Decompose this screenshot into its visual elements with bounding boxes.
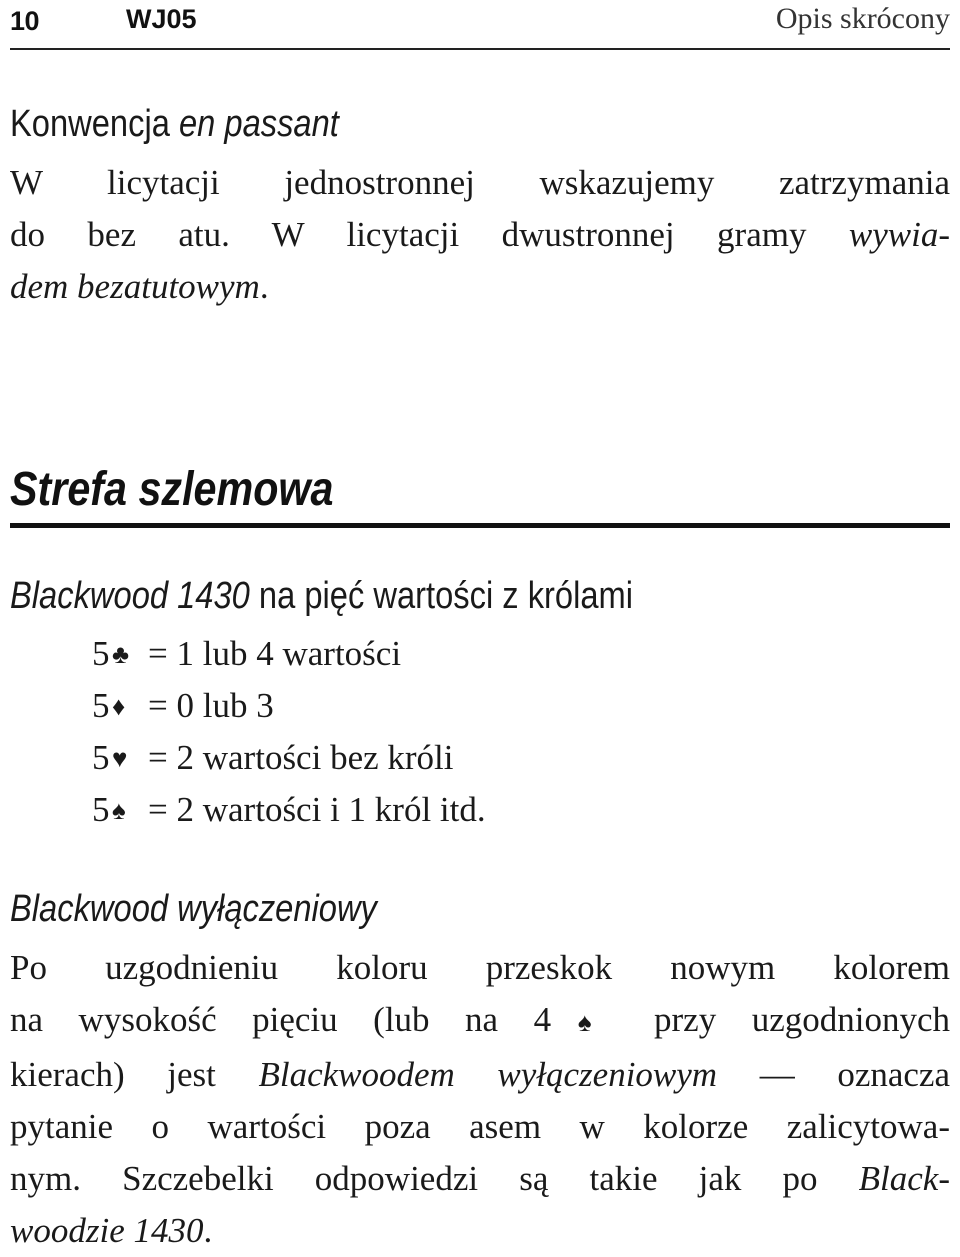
equals-sign: = bbox=[148, 686, 168, 725]
response-level: 5 bbox=[92, 790, 110, 829]
exclusion-line-6-italic: woodzie 1430 bbox=[10, 1211, 204, 1250]
response-row bbox=[92, 732, 486, 784]
en-passant-line-2 bbox=[10, 209, 950, 261]
response-meaning: 2 wartości i 1 król itd. bbox=[167, 790, 486, 829]
exclusion-line-5-italic: Black- bbox=[858, 1159, 950, 1198]
response-row bbox=[92, 680, 486, 732]
spade-icon: ♠ bbox=[112, 796, 126, 825]
club-icon: ♣ bbox=[112, 640, 130, 669]
spade-icon: ♠ bbox=[551, 1008, 619, 1037]
running-title: Opis skrócony bbox=[775, 2, 950, 35]
exclusion-line-2-suffix: przy uzgodnionych bbox=[618, 1000, 951, 1039]
exclusion-line-2 bbox=[10, 994, 950, 1049]
exclusion-line-3-italic: Blackwoodem wyłączeniowym bbox=[258, 1055, 718, 1094]
page-header bbox=[10, 0, 950, 46]
en-passant-line-3 bbox=[10, 261, 950, 313]
exclusion-line-1: Po uzgodnieniu koloru przeskok nowym kolorem bbox=[10, 948, 950, 987]
exclusion-line-6-suffix: . bbox=[203, 1211, 213, 1250]
response-level: 5 bbox=[92, 686, 110, 725]
en-passant-paragraph bbox=[10, 157, 950, 313]
blackwood-exclusion-paragraph bbox=[10, 942, 950, 1257]
en-passant-line-3-italic: dem bezatutowym bbox=[10, 267, 260, 306]
response-row bbox=[92, 784, 486, 836]
book-code: WJ05 bbox=[126, 4, 197, 34]
response-level: 5 bbox=[92, 634, 110, 673]
en-passant-heading-italic: en passant bbox=[178, 103, 339, 145]
blackwood-1430-heading-italic: Blackwood 1430 bbox=[10, 575, 250, 617]
exclusion-line-5-text: nym. Szczebelki odpowiedzi są takie jak po bbox=[10, 1159, 859, 1198]
exclusion-line-6 bbox=[10, 1205, 950, 1257]
equals-sign: = bbox=[148, 634, 168, 673]
page-number: 10 bbox=[10, 6, 40, 36]
response-meaning: 1 lub 4 wartości bbox=[167, 634, 402, 673]
en-passant-heading-prefix: Konwencja bbox=[10, 103, 179, 145]
blackwood-1430-responses bbox=[92, 628, 486, 836]
en-passant-line-2-text: do bez atu. W licytacji dwustronnej gramy bbox=[10, 215, 849, 254]
exclusion-line-4: pytanie o wartości poza asem w kolorze zalicytowa- bbox=[10, 1107, 950, 1146]
en-passant-heading bbox=[10, 103, 339, 146]
exclusion-line-3 bbox=[10, 1049, 950, 1101]
blackwood-1430-heading bbox=[10, 575, 633, 618]
diamond-icon: ♦ bbox=[112, 692, 126, 721]
exclusion-line-2-text: na wysokość pięciu (lub na 4 bbox=[10, 1000, 552, 1039]
en-passant-line-2-italic: wywia- bbox=[848, 215, 950, 254]
blackwood-1430-heading-suffix: na pięć wartości z królami bbox=[249, 575, 634, 617]
section-title: Strefa szlemowa bbox=[10, 463, 334, 516]
exclusion-line-3-suffix: — oznacza bbox=[717, 1055, 950, 1094]
equals-sign: = bbox=[148, 790, 168, 829]
response-meaning: 2 wartości bez króli bbox=[167, 738, 454, 777]
exclusion-line-3-text: kierach) jest bbox=[10, 1055, 259, 1094]
response-meaning: 0 lub 3 bbox=[167, 686, 274, 725]
section-divider bbox=[10, 523, 950, 528]
equals-sign: = bbox=[148, 738, 168, 777]
exclusion-line-5 bbox=[10, 1153, 950, 1205]
heart-icon: ♥ bbox=[112, 744, 128, 773]
en-passant-line-1: W licytacji jednostronnej wskazujemy zatrzymania bbox=[10, 163, 950, 202]
response-row bbox=[92, 628, 486, 680]
blackwood-exclusion-heading-text: Blackwood wyłączeniowy bbox=[10, 888, 377, 930]
response-level: 5 bbox=[92, 738, 110, 777]
blackwood-exclusion-heading bbox=[10, 888, 377, 931]
header-divider bbox=[10, 48, 950, 50]
en-passant-line-3-suffix: . bbox=[259, 267, 269, 306]
